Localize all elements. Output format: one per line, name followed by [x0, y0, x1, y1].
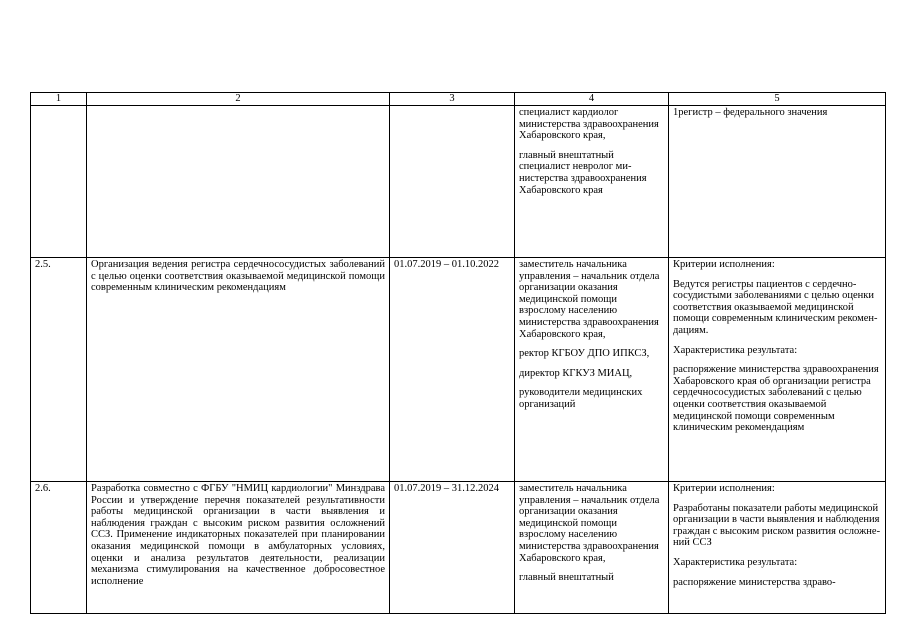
result-line: распоряжение министерства здраво- [673, 576, 836, 588]
result-line: Разработаны показатели работы медицинской организации в части выявления и наблюдения граждан с высоким риском развития осложнений ССЗ [673, 502, 881, 549]
activities-table [30, 92, 886, 614]
result-line: распоряжение министерства здравоохранения Хабаровского края об организации регистра сердечнососудистых заболеваний с целью оценки соответствия оказываемой медицинской помощи современным клиническим рекомендациям [673, 364, 879, 434]
period-cell [390, 106, 515, 258]
column-header-3: 3 [390, 93, 515, 106]
row-number-cell [31, 106, 87, 258]
period-cell: 01.07.2019 – 31.12.2024 [390, 482, 515, 614]
responsible-cell [515, 258, 669, 482]
result-line: Ведутся регистры пациентов с сердечно-сосудистыми заболеваниями с целью оценки соответствия оказываемой медицинской помощи современным клиническим рекомендациям. [673, 278, 878, 336]
table-row [31, 258, 886, 482]
responsible-cell [515, 106, 669, 258]
column-header-1: 1 [31, 93, 87, 106]
activity-cell [87, 482, 390, 614]
result-line: Характеристика результата: [673, 344, 798, 356]
row-number-cell: 2.5. [31, 258, 87, 482]
column-header-2: 2 [87, 93, 390, 106]
result-cell [669, 258, 886, 482]
column-header-5: 5 [669, 93, 886, 106]
activity-text: Разработка совместно с ФГБУ "НМИЦ кардиологии" Минздрава России и утверждение перечня показателей результативности работы медицинской организации в части выявления и наблюдения граждан с высоким риском развития осложнений ССЗ. Применение индикаторных показателей при планировании оказания медицинской помощи в амбулаторных условиях, оценки и анализа результатов деятельности, реализации механизма стимулирования на качественное добросовестное исполнение [91, 483, 385, 587]
responsible-line: специалист кардиолог министерства здравоохранения Хабаровского края, [519, 107, 659, 142]
result-line: 1регистр – федерального значения [673, 107, 828, 118]
table-row [31, 106, 886, 258]
responsible-line: главный внештатный [519, 572, 614, 584]
result-line: Критерии исполнения: [673, 483, 775, 494]
responsible-line: директор КГКУЗ МИАЦ, [519, 367, 633, 379]
responsible-line: ректор КГБОУ ДПО ИПКСЗ, [519, 348, 650, 360]
responsible-line: заместитель начальника управления – начальник отдела организации оказания медицинской помощи взрослому населению министерства здравоохранения Хабаровского края, [519, 483, 660, 564]
row-number-cell: 2.6. [31, 482, 87, 614]
result-cell [669, 106, 886, 258]
result-line: Характеристика результата: [673, 556, 798, 568]
column-header-4: 4 [515, 93, 669, 106]
period-cell: 01.07.2019 – 01.10.2022 [390, 258, 515, 482]
table-row [31, 482, 886, 614]
responsible-cell [515, 482, 669, 614]
activity-cell [87, 106, 390, 258]
responsible-line: руководители медицинских организаций [519, 387, 643, 410]
responsible-line: заместитель начальника управления – начальник отдела организации оказания медицинской помощи взрослому населению министерства здравоохранения Хабаровского края, [519, 259, 660, 340]
header-row [31, 93, 886, 106]
responsible-line: главный внештатный специалист невролог министерства здравоохранения Хабаровского края [519, 149, 647, 196]
result-line: Критерии исполнения: [673, 259, 775, 270]
result-cell [669, 482, 886, 614]
activity-cell: Организация ведения регистра сердечнососудистых заболеваний с целью оценки соответствия оказываемой медицинской помощи современным клиническим рекомендациям [87, 258, 390, 482]
